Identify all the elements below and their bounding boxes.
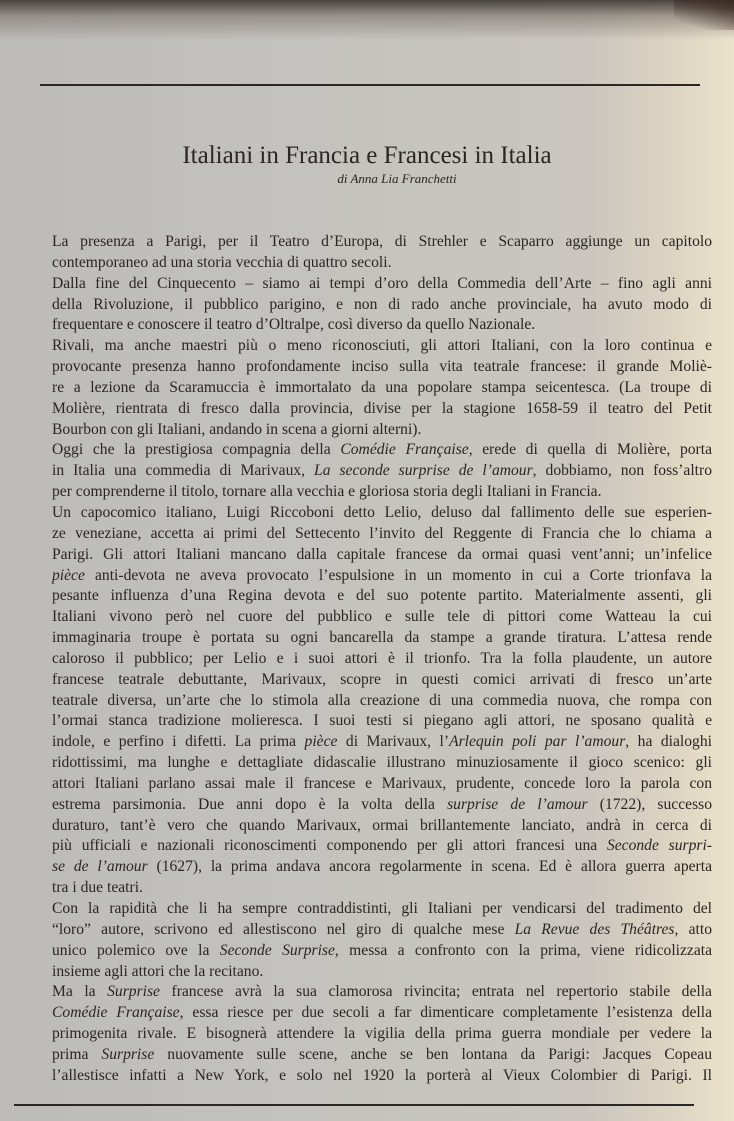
italic-title: Surprise <box>107 983 160 1001</box>
text-run: attori Italiani parlano assai male il francese e Marivaux, prudente, concede loro la parola con <box>52 774 712 792</box>
text-line <box>52 816 712 837</box>
article-title: Italiani in Francia e Francesi in Italia <box>182 142 552 169</box>
text-run: Parigi. Gli attori Italiani mancano dalla capitale francese da ormai quasi vent’anni; un’infelice <box>52 545 712 563</box>
text-line <box>52 1045 712 1066</box>
text-line <box>52 962 712 983</box>
italic-title: Seconde Surprise <box>219 941 335 959</box>
text-line <box>52 691 712 712</box>
text-line <box>52 253 712 274</box>
text-line <box>52 649 712 670</box>
text-run: per comprenderne il titolo, tornare alla vecchia e gloriosa storia degli Italiani in Francia. <box>52 483 602 501</box>
italic-title: Surprise <box>101 1045 155 1063</box>
text-run: anti-devota ne aveva provocato l’espulsione in un momento in cui a Corte trionfava la <box>84 566 712 584</box>
text-run: contemporaneo ad una storia vecchia di quattro secoli. <box>52 253 392 271</box>
text-run: duraturo, tant’è vero che quando Marivaux, ormai brillantemente lanciato, andrà in cerca di <box>52 816 712 834</box>
text-line <box>52 941 712 962</box>
text-line <box>52 836 712 857</box>
text-line <box>52 628 712 649</box>
top-rule <box>40 84 700 86</box>
text-run: , erede di quella di Molière, porta <box>468 441 712 459</box>
text-run: prima <box>52 1045 102 1063</box>
text-line <box>52 274 712 295</box>
text-line <box>52 336 712 357</box>
text-run: immaginaria troupe è portata su ogni bancarella da stampe a grande tiratura. L’attesa rende <box>52 629 712 647</box>
italic-title: Comédie Française <box>340 441 469 459</box>
text-line <box>52 711 712 732</box>
text-run: Dalla fine del Cinquecento – siamo ai tempi d’oro della Commedia dell’Arte – fino agli anni <box>52 274 712 292</box>
text-line <box>52 566 712 587</box>
italic-title: pièce <box>304 733 338 751</box>
text-run: , atto <box>674 920 712 938</box>
italic-title: surprise de l’amour <box>447 795 588 813</box>
italic-title: Comédie Française <box>52 1004 180 1022</box>
text-line <box>52 670 712 691</box>
text-run: indole, e perfino i difetti. La prima <box>52 733 305 751</box>
text-run: Rivali, ma anche maestri più o meno riconosciuti, gli attori Italiani, con la loro continua e <box>52 337 712 355</box>
text-run: , essa riesce per due secoli a far dimenticare completamente l’esistenza della <box>179 1004 713 1022</box>
text-run: Oggi che la prestigiosa compagnia della <box>52 441 341 459</box>
text-run: tra i due teatri. <box>52 879 143 897</box>
text-line <box>52 1066 712 1087</box>
text-run: caloroso il pubblico; per Lelio e i suoi attori è il trionfo. Tra la folla plaudente, un autore <box>52 649 712 667</box>
text-run: pesante influenza d’una Regina devota e del suo potente partito. Materialmente assenti, gli <box>52 587 712 605</box>
text-run: ze veneziane, accetta ai primi del Settecento l’invito del Reggente di Francia che lo chiama a <box>52 524 712 542</box>
text-line <box>52 357 712 378</box>
text-run: Bourbon con gli Italiani, andando in scena a giorni alterni). <box>52 420 422 438</box>
text-run: l’ormai stanca tradizione molieresca. I suoi testi si piegano agli attori, ne sposano qualità e <box>52 712 712 730</box>
text-run: insieme agli attori che la recitano. <box>52 962 264 980</box>
text-run: francese avrà la sua clamorosa rivincita; entrata nel repertorio stabile della <box>159 983 712 1001</box>
text-run: re a lezione da Scaramuccia è immortalato da una popolare stampa seicentesca. (La troupe di <box>52 378 712 396</box>
text-run: La presenza a Parigi, per il Teatro d’Europa, di Strehler e Scaparro aggiunge un capitolo <box>52 233 712 250</box>
text-line <box>52 1024 712 1045</box>
text-line <box>52 420 712 441</box>
text-line <box>52 899 712 920</box>
text-line <box>52 440 712 461</box>
text-line <box>52 399 712 420</box>
text-line <box>52 920 712 941</box>
text-run: Italiani vivono però nel cuore del pubblico e sulle tele di pittori come Watteau la cui <box>52 608 712 626</box>
text-run: (1722), successo <box>587 795 712 813</box>
text-run: Con la rapidità che li ha sempre contraddistinti, gli Italiani per vendicarsi del tradimento del <box>52 900 712 917</box>
text-run: estrema parsimonia. Due anni dopo è la volta della <box>52 795 448 813</box>
text-run: unico polemico ove la <box>52 941 220 959</box>
text-run: ridottissimi, ma lunghe e dettagliate didascalie illustrano minuziosamente il gioco scenico: gli <box>52 754 712 772</box>
italic-title: La seconde surprise de l’amour <box>314 462 533 480</box>
text-run: Ma la <box>52 983 108 1001</box>
text-run: più ufficiali e nazionali riconoscimenti componendo per gli attori francesi una <box>52 837 607 855</box>
italic-title: Arlequin poli par l’amour <box>449 733 626 751</box>
text-run: , ha dialoghi <box>625 733 712 751</box>
text-run: francese teatrale debuttante, Marivaux, scopre in questi comici arrivati di fresco un’arte <box>52 670 712 688</box>
text-line <box>52 503 712 524</box>
text-line <box>52 461 712 482</box>
text-run: frequentare e conoscere il teatro d’Oltralpe, così diverso da quello Nazionale. <box>52 316 536 334</box>
italic-title: La Revue des Théâtres <box>514 920 675 938</box>
text-line <box>52 795 712 816</box>
text-run: Molière, rientrata di fresco dalla provincia, divise per la stagione 1658-59 il teatro del Petit <box>52 399 712 417</box>
text-run: , messa a confronto con la prima, viene ridicolizzata <box>334 941 712 959</box>
text-line <box>52 753 712 774</box>
text-line <box>52 732 712 753</box>
text-line <box>52 378 712 399</box>
text-line <box>52 982 712 1003</box>
text-run: teatrale diversa, un’arte che lo stimola alla creazione di una commedia nuova, che rompa con <box>52 691 712 709</box>
text-line <box>52 878 712 899</box>
text-run: “loro” autore, scrivono ed allestiscono nel giro di qualche mese <box>52 920 515 938</box>
text-run: di Marivaux, l’ <box>337 733 450 751</box>
text-run: provocante presenza hanno profondamente inciso sulla vita teatrale francese: il grande Moliè- <box>52 358 712 376</box>
text-run: nuovamente sulle scene, anche se ben lontana da Parigi: Jacques Copeau <box>154 1045 712 1063</box>
text-run: l’allestisce infatti a New York, e solo nel 1920 la porterà al Vieux Colombier di Parigi. Il <box>52 1066 712 1084</box>
scan-shadow-corner <box>674 0 734 30</box>
article-byline: di Anna Lia Franchetti <box>337 171 457 186</box>
text-line <box>52 774 712 795</box>
bottom-rule <box>14 1104 694 1106</box>
scan-shadow-top <box>0 0 734 40</box>
text-line <box>52 524 712 545</box>
text-line <box>52 482 712 503</box>
text-line <box>52 545 712 566</box>
text-run: Un capocomico italiano, Luigi Riccoboni detto Lelio, deluso dal fallimento delle sue esperien- <box>52 503 712 521</box>
text-line <box>52 295 712 316</box>
italic-title: se de l’amour <box>52 858 148 876</box>
text-run: della Rivoluzione, il pubblico parigino, e non di rado anche provinciale, ha avuto modo di <box>52 295 712 313</box>
text-run: , dobbiamo, non foss’altro <box>532 462 713 480</box>
text-line <box>52 857 712 878</box>
text-line <box>52 586 712 607</box>
text-run: in Italia una commedia di Marivaux, <box>52 462 315 480</box>
article-body <box>52 232 712 1087</box>
italic-title: pièce <box>52 566 85 584</box>
text-run: primogenita rivale. E bisognerà attendere la vigilia della prima guerra mondiale per vedere la <box>52 1025 712 1043</box>
text-line <box>52 607 712 628</box>
text-line <box>52 315 712 336</box>
text-run: (1627), la prima andava ancora regolarmente in scena. Ed è allora guerra aperta <box>147 858 712 876</box>
text-line <box>52 232 712 253</box>
text-line <box>52 1003 712 1024</box>
italic-title: Seconde surpri- <box>606 837 712 855</box>
